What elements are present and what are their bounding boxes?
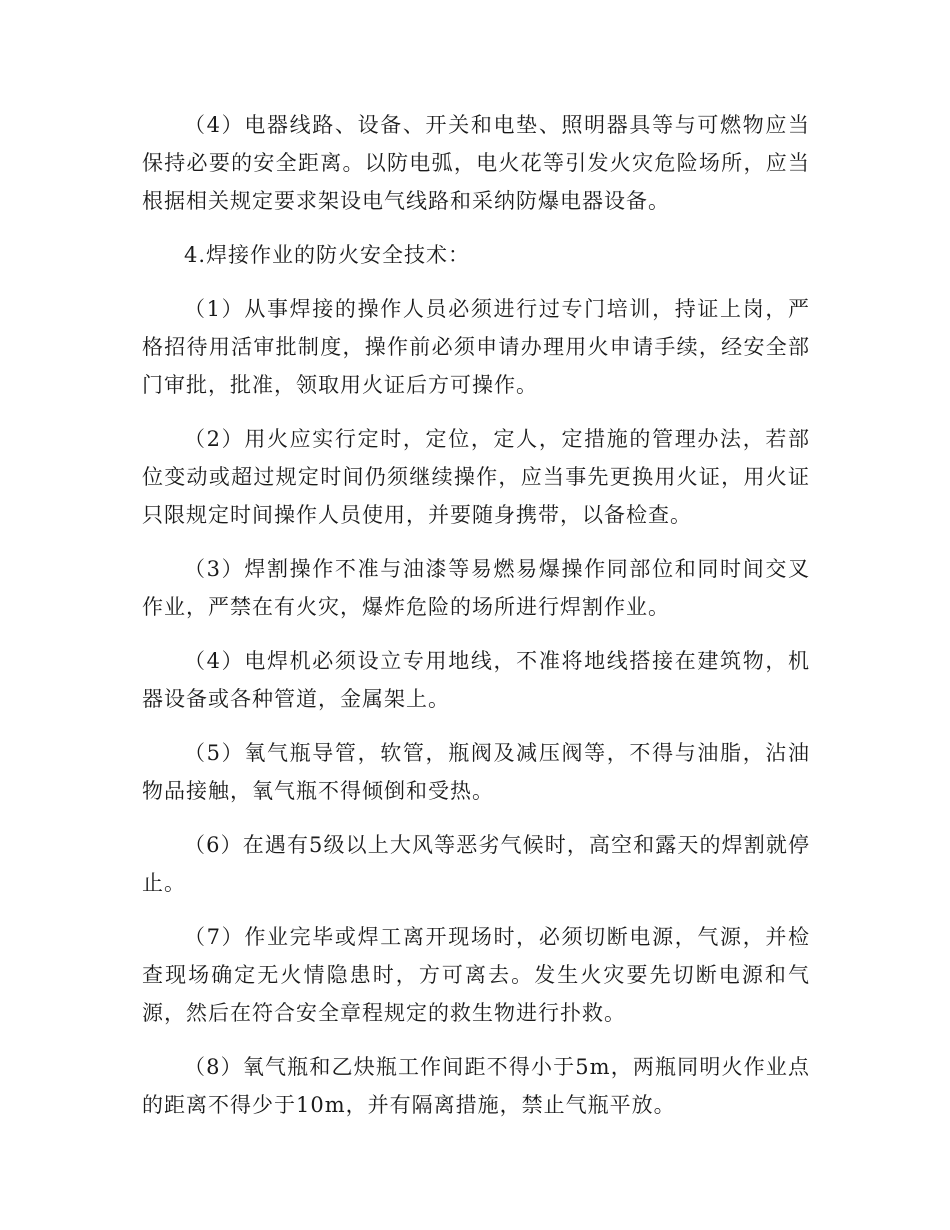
paragraph-welding-6: （6）在遇有5级以上大风等恶劣气候时，高空和露天的焊割就停止。 (142, 833, 810, 895)
paragraph-welding-7: （7）作业完毕或焊工离开现场时，必须切断电源，气源，并检查现场确定无火情隐患时，方可离去。发生火灾要先切断电源和气源，然后在符合安全章程规定的救生物进行扑救。 (142, 925, 810, 1025)
paragraph-welding-3: （3）焊割操作不准与油漆等易燃易爆操作同部位和同时间交叉作业，严禁在有火灾，爆炸危险的场所进行焊割作业。 (142, 557, 810, 619)
section-heading-welding: 4.焊接作业的防火安全技术： (184, 243, 471, 267)
paragraph-electrical-distance: （4）电器线路、设备、开关和电垫、照明器具等与可燃物应当保持必要的安全距离。以防电弧，电火花等引发火灾危险场所，应当根据相关规定要求架设电气线路和采纳防爆电器设备。 (142, 113, 810, 213)
paragraph-welding-5: （5）氧气瓶导管，软管，瓶阀及减压阀等，不得与油脂，沾油物品接触，氧气瓶不得倾倒和受热。 (142, 741, 810, 803)
paragraph-welding-2: （2）用火应实行定时，定位，定人，定措施的管理办法，若部位变动或超过规定时间仍须继续操作，应当事先更换用火证，用火证只限规定时间操作人员使用，并要随身携带，以备检查。 (142, 427, 810, 527)
paragraph-welding-4: （4）电焊机必须设立专用地线，不准将地线搭接在建筑物，机器设备或各种管道，金属架上。 (142, 649, 810, 711)
paragraph-welding-8: （8）氧气瓶和乙炔瓶工作间距不得小于5m，两瓶同明火作业点的距离不得少于10m，并有隔离措施，禁止气瓶平放。 (142, 1055, 810, 1117)
paragraph-welding-1: （1）从事焊接的操作人员必须进行过专门培训，持证上岗，严格招待用活审批制度，操作前必须申请办理用火申请手续，经安全部门审批，批准，领取用火证后方可操作。 (142, 297, 810, 397)
document-body (142, 106, 810, 1140)
